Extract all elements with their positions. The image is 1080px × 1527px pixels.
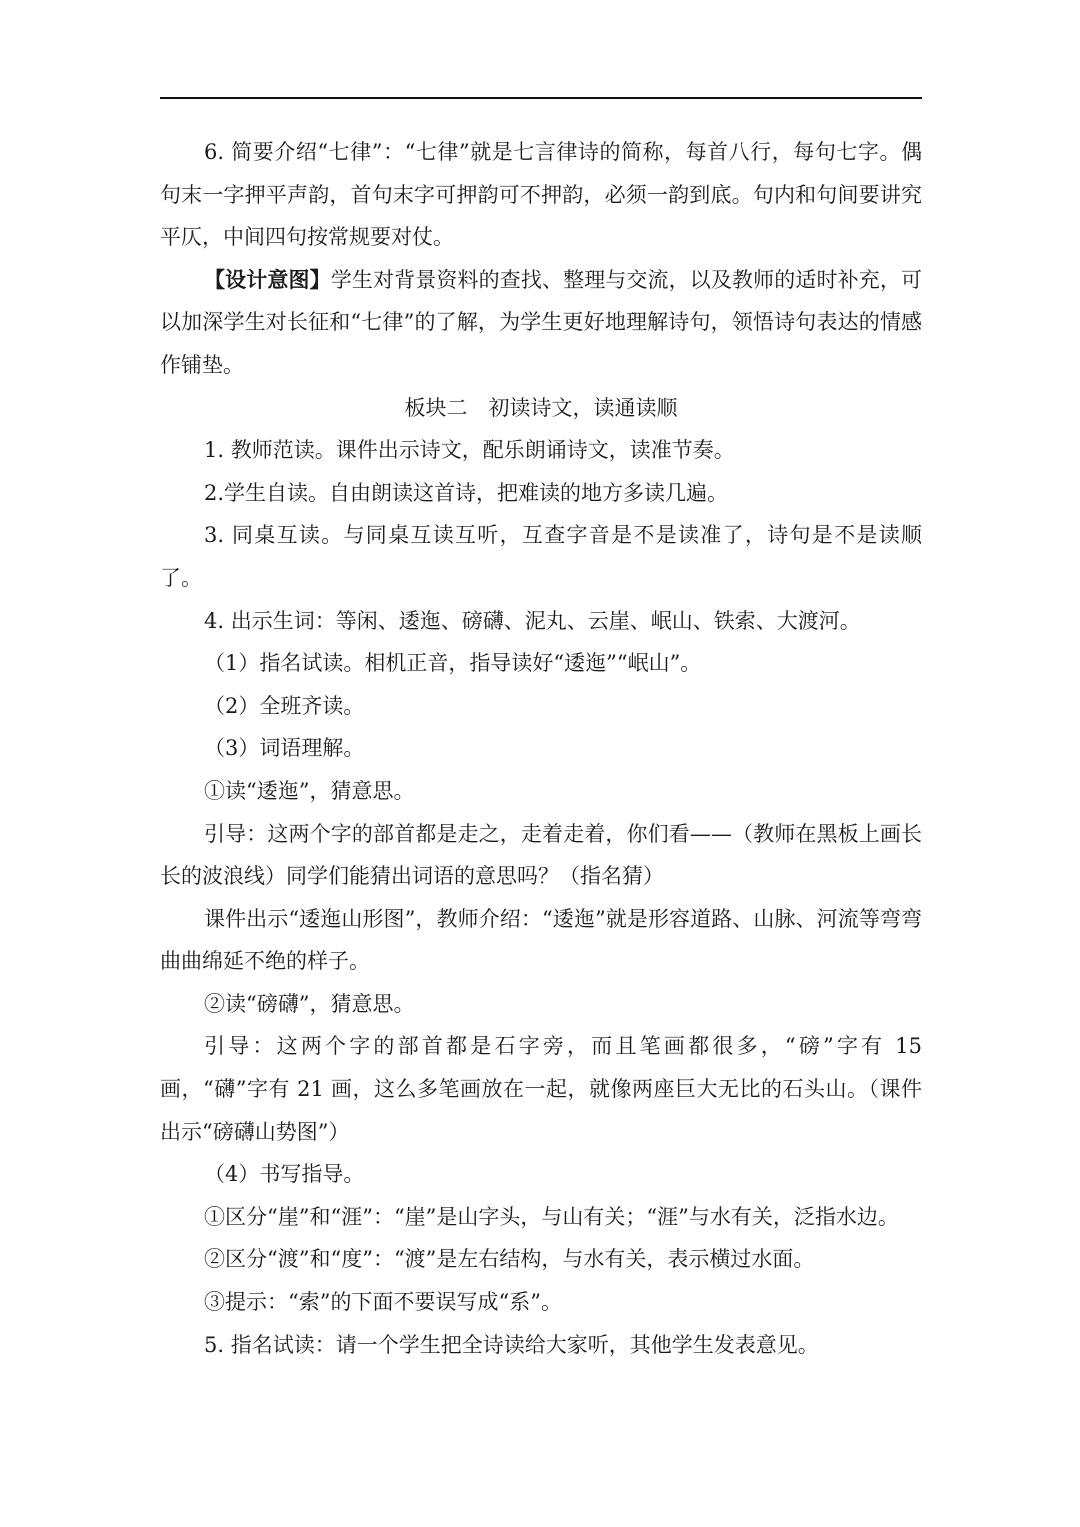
paragraph-sub-1: （1）指名试读。相机正音，指导读好“逶迤”“岷山”。 (204, 651, 702, 676)
paragraph-sub-3: （3）词语理解。 (204, 736, 365, 761)
design-intent-text: 学生对背景资料的查找、整理与交流，以及教师的适时补充，可以加深学生对长征和“七律”的了解，为学生更好地理解诗句，领悟诗句表达的情感作铺垫。 (160, 267, 923, 377)
document-body (160, 131, 922, 1366)
paragraph-sub-2: （2）全班齐读。 (204, 693, 365, 718)
paragraph-pangbo-read: ②读“磅礴”，猜意思。 (204, 991, 415, 1016)
paragraph-weiyi-explain: 课件出示“逶迤山形图”，教师介绍：“逶迤”就是形容道路、山脉、河流等弯弯曲曲绵延不绝的样子。 (160, 906, 922, 974)
paragraph-design-intent (160, 259, 922, 387)
paragraph-step-2: 2.学生自读。自由朗读这首诗，把难读的地方多读几遍。 (204, 480, 729, 505)
paragraph-weiyi-read: ①读“逶迤”，猜意思。 (204, 778, 415, 803)
paragraph-qilv-intro: 6. 简要介绍“七律”：“七律”就是七言律诗的简称，每首八行，每句七字。偶句末一字押平声韵，首句末字可押韵可不押韵，必须一韵到底。句内和句间要讲究平仄，中间四句按常规要对仗。 (160, 140, 922, 250)
paragraph-suo-tip: ③提示：“索”的下面不要误写成“系”。 (204, 1290, 562, 1315)
paragraph-pangbo-guide: 引导：这两个字的部首都是石字旁，而且笔画都很多，“磅”字有 15 画，“礴”字有 21 画，这么多笔画放在一起，就像两座巨大无比的石头山。（课件出示“磅礴山势图”） (160, 1034, 922, 1144)
paragraph-weiyi-guide: 引导：这两个字的部首都是走之，走着走着，你们看——（教师在黑板上画长长的波浪线）同学们能猜出词语的意思吗？（指名猜） (160, 821, 922, 889)
paragraph-step-1: 1. 教师范读。课件出示诗文，配乐朗诵诗文，读准节奏。 (204, 438, 735, 463)
paragraph-ya-distinguish: ①区分“崖”和“涯”：“崖”是山字头，与山有关；“涯”与水有关，泛指水边。 (204, 1204, 899, 1229)
paragraph-step-3: 3. 同桌互读。与同桌互读互听，互查字音是不是读准了，诗句是不是读顺了。 (160, 523, 922, 590)
design-intent-label: 【设计意图】 (204, 266, 331, 292)
paragraph-step-5: 5. 指名试读：请一个学生把全诗读给大家听，其他学生发表意见。 (204, 1332, 819, 1357)
section-heading: 板块二 初读诗文，读通读顺 (404, 395, 678, 420)
paragraph-step-4: 4. 出示生词：等闲、逶迤、磅礴、泥丸、云崖、岷山、铁索、大渡河。 (204, 608, 861, 633)
paragraph-sub-4: （4）书写指导。 (204, 1162, 365, 1187)
paragraph-du-distinguish: ②区分“渡”和“度”：“渡”是左右结构，与水有关，表示横过水面。 (204, 1247, 815, 1272)
header-rule (160, 97, 922, 99)
